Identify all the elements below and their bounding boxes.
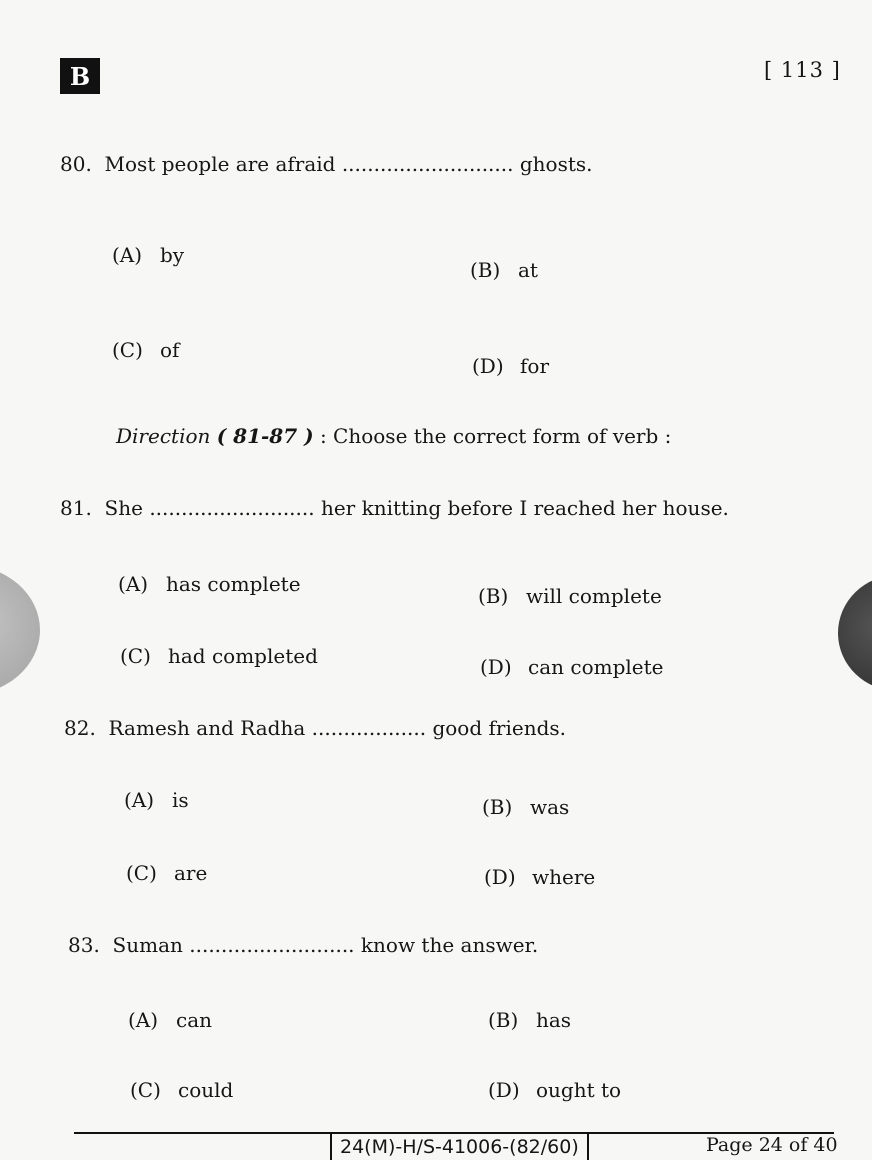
option-text: for xyxy=(520,354,550,378)
option-label: (D) xyxy=(480,655,512,679)
question-text-before: Suman xyxy=(112,933,183,957)
option-83-b xyxy=(488,1008,571,1032)
page-reference: [ 113 ] xyxy=(764,58,841,82)
option-82-b xyxy=(482,795,569,819)
question-text-after: ghosts. xyxy=(519,152,593,176)
option-text: where xyxy=(532,865,596,889)
option-label: (B) xyxy=(488,1008,519,1032)
option-text: could xyxy=(178,1078,234,1102)
option-83-c xyxy=(130,1078,233,1102)
option-81-a xyxy=(118,572,301,596)
option-label: (A) xyxy=(112,243,143,267)
option-80-d xyxy=(472,354,549,378)
option-label: (C) xyxy=(120,644,151,668)
question-80 xyxy=(60,152,593,176)
option-80-a xyxy=(112,243,184,267)
option-text: ought to xyxy=(536,1078,622,1102)
footer-page-number: Page 24 of 40 xyxy=(706,1134,838,1156)
question-82 xyxy=(64,716,566,740)
answer-blank: .................. xyxy=(311,716,427,740)
answer-blank: ........................... xyxy=(341,152,514,176)
series-label: B xyxy=(60,58,100,94)
question-81 xyxy=(60,496,729,520)
option-81-b xyxy=(478,584,662,608)
option-80-c xyxy=(112,338,179,362)
option-83-a xyxy=(128,1008,212,1032)
option-label: (A) xyxy=(128,1008,159,1032)
question-text-before: She xyxy=(104,496,143,520)
option-82-d xyxy=(484,865,595,889)
direction-line xyxy=(116,424,671,448)
option-text: can xyxy=(176,1008,213,1032)
option-label: (C) xyxy=(130,1078,161,1102)
option-text: by xyxy=(160,243,185,267)
option-label: (C) xyxy=(112,338,143,362)
question-text-after: know the answer. xyxy=(360,933,539,957)
option-text: will complete xyxy=(526,584,662,608)
question-text-after: good friends. xyxy=(432,716,566,740)
option-label: (B) xyxy=(470,258,501,282)
question-text-after: her knitting before I reached her house. xyxy=(320,496,729,520)
direction-word: Direction xyxy=(116,424,211,448)
option-81-c xyxy=(120,644,318,668)
option-text: is xyxy=(172,788,189,812)
option-text: of xyxy=(160,338,180,362)
option-label: (B) xyxy=(478,584,509,608)
footer-paper-code: 24(M)-H/S-41006-(82/60) xyxy=(330,1134,589,1160)
punch-hole-left xyxy=(0,565,40,695)
question-number: 80. xyxy=(60,152,92,176)
option-text: had completed xyxy=(168,644,318,668)
question-text-before: Most people are afraid xyxy=(104,152,336,176)
option-text: can complete xyxy=(528,655,664,679)
question-number: 82. xyxy=(64,716,96,740)
punch-hole-right xyxy=(838,575,872,691)
question-number: 83. xyxy=(68,933,100,957)
option-82-a xyxy=(124,788,189,812)
answer-blank: .......................... xyxy=(189,933,355,957)
direction-range: ( 81-87 ) xyxy=(216,424,314,448)
option-label: (D) xyxy=(484,865,516,889)
option-text: are xyxy=(174,861,208,885)
option-text: has xyxy=(536,1008,572,1032)
option-83-d xyxy=(488,1078,621,1102)
question-number: 81. xyxy=(60,496,92,520)
question-83 xyxy=(68,933,538,957)
question-text-before: Ramesh and Radha xyxy=(108,716,306,740)
option-label: (D) xyxy=(472,354,504,378)
direction-instruction: : Choose the correct form of verb : xyxy=(319,424,672,448)
option-label: (D) xyxy=(488,1078,520,1102)
answer-blank: .......................... xyxy=(149,496,315,520)
option-label: (B) xyxy=(482,795,513,819)
option-label: (A) xyxy=(118,572,149,596)
option-81-d xyxy=(480,655,663,679)
option-text: at xyxy=(518,258,538,282)
option-text: was xyxy=(530,795,570,819)
option-text: has complete xyxy=(166,572,301,596)
option-80-b xyxy=(470,258,538,282)
option-82-c xyxy=(126,861,207,885)
option-label: (C) xyxy=(126,861,157,885)
option-label: (A) xyxy=(124,788,155,812)
